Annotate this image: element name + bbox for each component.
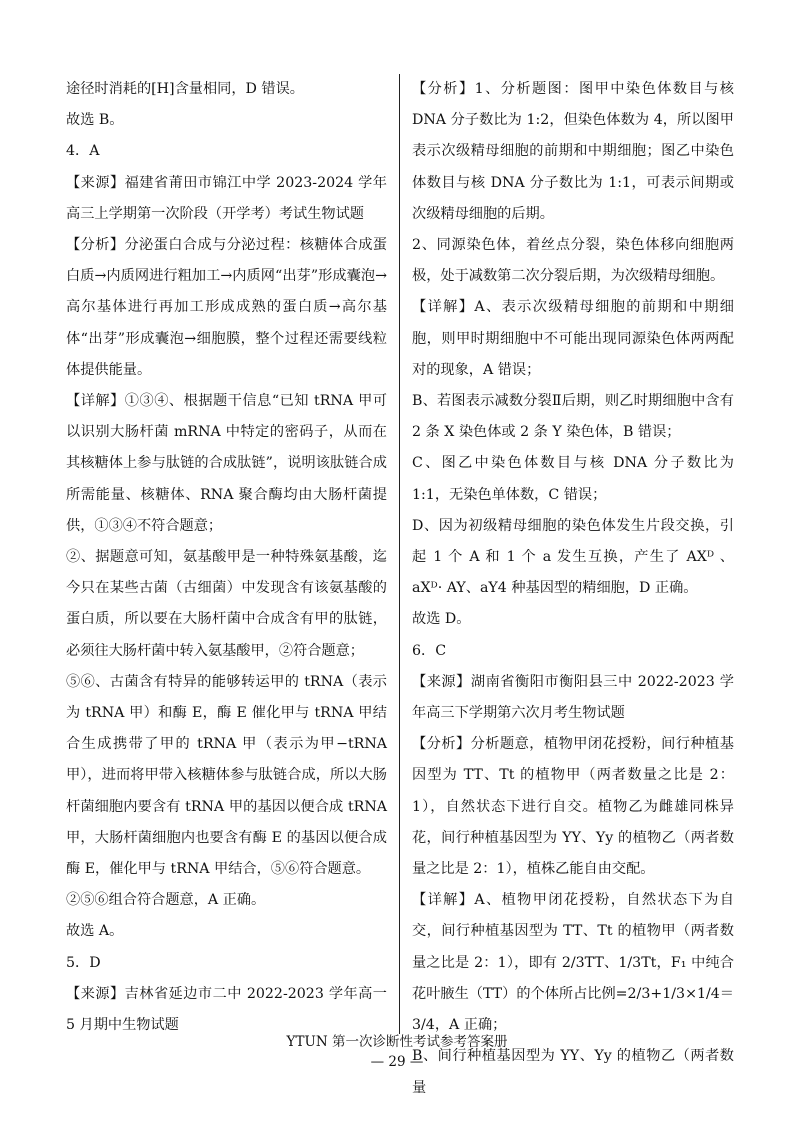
question-6-detail-a: 【详解】A、植物甲闭花授粉，自然状态下为自交，间行种植基因型为 TT、Tt 的植物甲（两者数量之比是 2：1），即有 2/3TT、1/3Tt，F₁ 中纯合花叶腋生（TT）的个体所占比例=2/3+1/3×1/4＝3/4，A 正确； bbox=[412, 892, 734, 1034]
question-5-detail-a: 【详解】A、表示次级精母细胞的前期和中期细胞，则甲时期细胞中不可能出现同源染色体两两配对的现象，A 错误； bbox=[412, 299, 734, 378]
question-6-analysis: 【分析】分析题意，植物甲闭花授粉，间行种植基因型为 TT、Tt 的植物甲（两者数量之比是 2：1），自然状态下进行自交。植物乙为雌雄同株异花，间行种植基因型为 YY、Yy 的植物乙（两者数量之比是 2：1），植株乙能自由交配。 bbox=[412, 736, 734, 878]
question-4-detail-56: ⑤⑥、古菌含有特异的能够转运甲的 tRNA（表示为 tRNA 甲）和酶 E，酶 E 催化甲与 tRNA 甲结合生成携带了甲的 tRNA 甲（表示为甲−tRNA 甲），进而将甲带入核糖体参与肽链合成，所以大肠杆菌细胞内要含有 tRNA 甲的基因以便合成 tRNA 甲，大肠杆菌细胞内也要含有酶 E 的基因以便合成酶 E，催化甲与 tRNA 甲结合，⑤⑥符合题意。 bbox=[66, 673, 387, 878]
question-5-detail-b: B、若图表示减数分裂Ⅱ后期，则乙时期细胞中含有 2 条 X 染色体或 2 条 Y 染色体，B 错误； bbox=[412, 393, 734, 441]
question-5-detail-d: D、因为初级精母细胞的染色体发生片段交换，引起 1 个 A 和 1 个 a 发生互换，产生了 AXᴰ 、 aXᴰ· AY、aY4 种基因型的精细胞，D 正确。 bbox=[412, 517, 734, 597]
question-4-choice: 故选 A。 bbox=[66, 923, 124, 940]
question-4-answer: 4．A bbox=[66, 143, 100, 160]
question-5-analysis-2: 2、同源染色体，着丝点分裂，染色体移向细胞两极，处于减数第二次分裂后期，为次级精母细胞。 bbox=[412, 237, 734, 285]
page-number: — 29 — bbox=[370, 1054, 424, 1070]
right-column bbox=[412, 74, 734, 1104]
footer-title: YTUN 第一次诊断性考试参考答案册 bbox=[286, 1034, 508, 1050]
question-4-detail-2: ②、据题意可知，氨基酸甲是一种特殊氨基酸，迄今只在某些古菌（古细菌）中发现含有该氨基酸的蛋白质，所以要在大肠杆菌中合成含有甲的肽链，必须往大肠杆菌中转入氨基酸甲，②符合题意； bbox=[66, 549, 387, 659]
question-6-answer: 6．C bbox=[412, 642, 447, 659]
question-5-answer: 5．D bbox=[66, 954, 101, 971]
question-4-conclusion: ②⑤⑥组合符合题意，A 正确。 bbox=[66, 892, 266, 909]
left-paragraph-2: 故选 B。 bbox=[66, 112, 124, 129]
column-divider bbox=[399, 74, 400, 1034]
question-5-source: 【来源】吉林省延边市二中 2022-2023 学年高一 5 月期中生物试题 bbox=[66, 985, 387, 1034]
question-5-detail-c: C、图乙中染色体数目与核 DNA 分子数比为 1:1，无染色单体数，C 错误； bbox=[412, 455, 734, 503]
question-4-source: 【来源】福建省莆田市锦江中学 2023-2024 学年高三上学期第一次阶段（开学考）考试生物试题 bbox=[66, 174, 387, 222]
question-5-choice: 故选 D。 bbox=[412, 611, 471, 628]
left-column bbox=[66, 74, 387, 1041]
question-6-source: 【来源】湖南省衡阳市衡阳县三中 2022-2023 学年高三下学期第六次月考生物试题 bbox=[412, 673, 734, 722]
question-4-analysis: 【分析】分泌蛋白合成与分泌过程：核糖体合成蛋白质→内质网进行粗加工→内质网“出芽”形成囊泡→高尔基体进行再加工形成成熟的蛋白质→高尔基体“出芽”形成囊泡→细胞膜，整个过程还需要线粒体提供能量。 bbox=[66, 237, 387, 378]
question-5-analysis: 【分析】1、分析题图：图甲中染色体数目与核 DNA 分子数比为 1:2，但染色体数为 4，所以图甲表示次级精母细胞的前期和中期细胞；图乙中染色体数目与核 DNA 分子数比为 1:1，可表示间期或次级精母细胞的后期。 bbox=[412, 81, 734, 222]
question-6-detail-b: B、间行种植基因型为 YY、Yy 的植物乙（两者数量 bbox=[412, 1048, 734, 1096]
question-4-detail: 【详解】①③④、根据题干信息“已知 tRNA 甲可以识别大肠杆菌 mRNA 中特定的密码子，从而在其核糖体上参与肽链的合成肽链”，说明该肽链合成所需能量、核糖体、RNA 聚合酶均由大肠杆菌提供，①③④不符合题意； bbox=[66, 393, 387, 534]
left-paragraph-1: 途径时消耗的[H]含量相同，D 错误。 bbox=[66, 81, 304, 97]
